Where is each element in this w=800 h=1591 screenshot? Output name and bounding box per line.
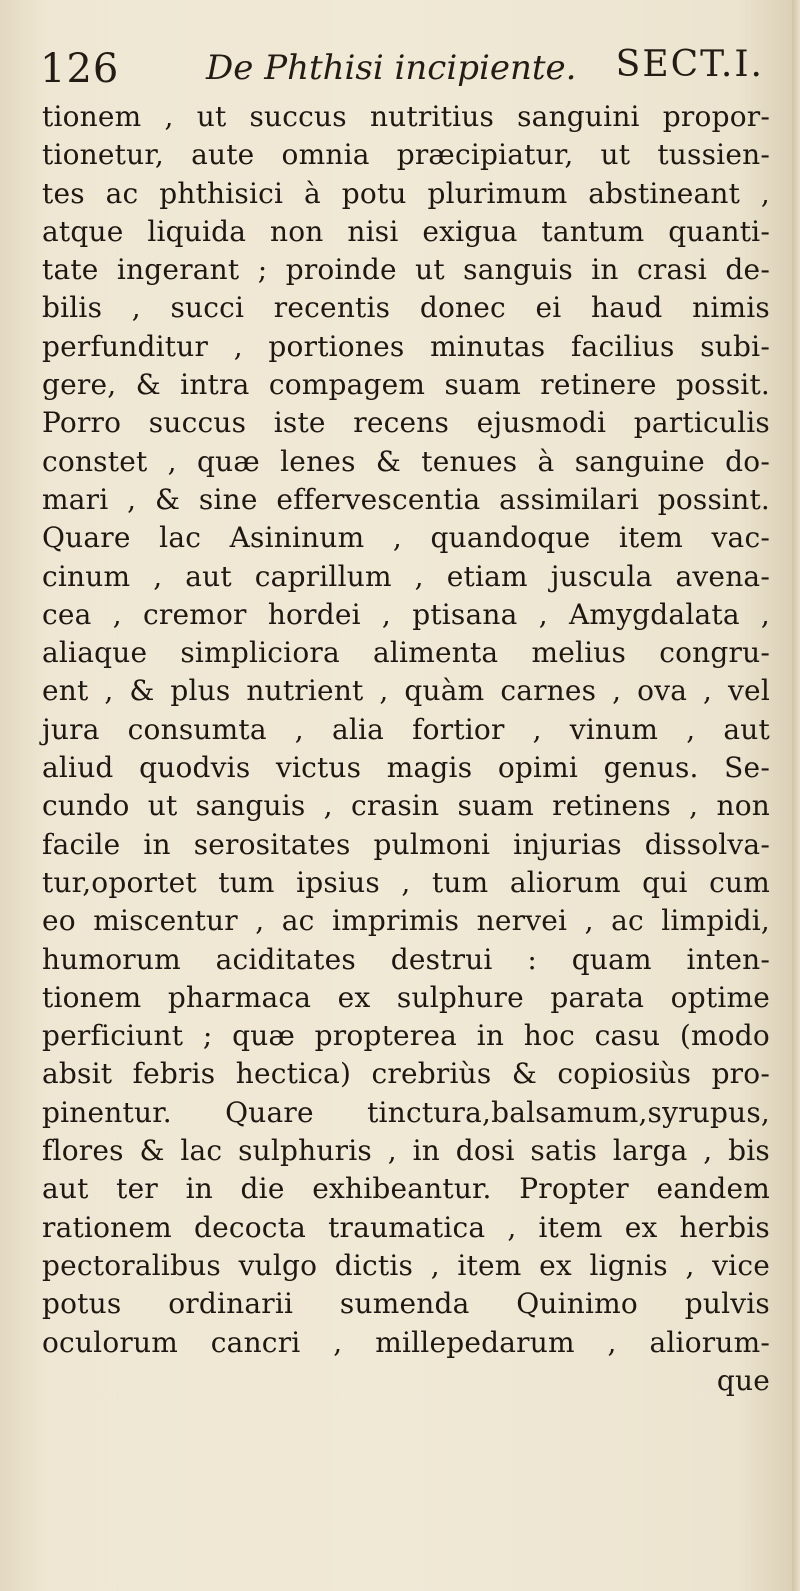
text-line: jura consumta , alia fortior , vinum , aut	[42, 712, 770, 746]
section-label: SECT.I.	[615, 44, 764, 85]
running-title: De Phthisi incipiente.	[206, 48, 577, 88]
text-line: humorum aciditates destrui : quam inten-	[42, 942, 770, 976]
text-line: facile in serositates pulmoni injurias dissolva-	[42, 827, 770, 861]
text-line: flores & lac sulphuris , in dosi satis larga , bis	[42, 1134, 770, 1168]
body-text	[42, 98, 770, 1400]
text-line: potus ordinarii sumenda Quinimo pulvis	[42, 1287, 770, 1321]
text-line: aliud quodvis victus magis opimi genus. Se-	[42, 751, 770, 785]
text-line: perficiunt ; quæ propterea in hoc casu (modo	[42, 1019, 770, 1053]
text-line: tionetur, aute omnia præcipiatur, ut tussien-	[42, 138, 770, 172]
text-line: absit febris hectica) crebriùs & copiosiùs pro-	[42, 1057, 770, 1091]
text-line: bilis , succi recentis donec ei haud nimis	[42, 291, 770, 325]
text-line: Quare lac Asininum , quandoque item vac-	[42, 521, 770, 555]
page-number: 126	[40, 46, 120, 92]
text-line: tate ingerant ; proinde ut sanguis in crasi de-	[42, 253, 770, 287]
text-line: aut ter in die exhibeantur. Propter eandem	[42, 1172, 770, 1206]
text-line: constet , quæ lenes & tenues à sanguine do-	[42, 444, 770, 478]
text-line: ent , & plus nutrient , quàm carnes , ova , vel	[42, 674, 770, 708]
text-line: tes ac phthisici à potu plurimum abstineant ,	[42, 176, 770, 210]
catchword: que	[716, 1363, 770, 1397]
text-line: gere, & intra compagem suam retinere possit.	[42, 368, 770, 402]
text-line: cea , cremor hordei , ptisana , Amygdalata ,	[42, 597, 770, 631]
text-line: oculorum cancri , millepedarum , aliorum-	[42, 1325, 770, 1359]
text-line: tur,oportet tum ipsius , tum aliorum qui cum	[42, 865, 770, 899]
running-head	[30, 40, 770, 100]
page-edge	[792, 0, 800, 1591]
text-line: eo miscentur , ac imprimis nervei , ac limpidi,	[42, 904, 770, 938]
text-line: atque liquida non nisi exigua tantum quanti-	[42, 214, 770, 248]
text-line: aliaque simpliciora alimenta melius congru-	[42, 636, 770, 670]
text-line: tionem , ut succus nutritius sanguini propor-	[42, 100, 770, 133]
text-line: cinum , aut caprillum , etiam juscula avena-	[42, 559, 770, 593]
text-line: Porro succus iste recens ejusmodi particulis	[42, 406, 770, 440]
text-line: pectoralibus vulgo dictis , item ex lignis , vice	[42, 1248, 770, 1282]
text-line: perfunditur , portiones minutas facilius subi-	[42, 329, 770, 363]
text-line: cundo ut sanguis , crasin suam retinens , non	[42, 789, 770, 823]
text-line: rationem decocta traumatica , item ex herbis	[42, 1210, 770, 1244]
text-line: pinentur. Quare tinctura,balsamum,syrupus,	[42, 1095, 770, 1129]
text-line: mari , & sine effervescentia assimilari possint.	[42, 482, 770, 516]
text-line: tionem pharmaca ex sulphure parata optime	[42, 980, 770, 1014]
